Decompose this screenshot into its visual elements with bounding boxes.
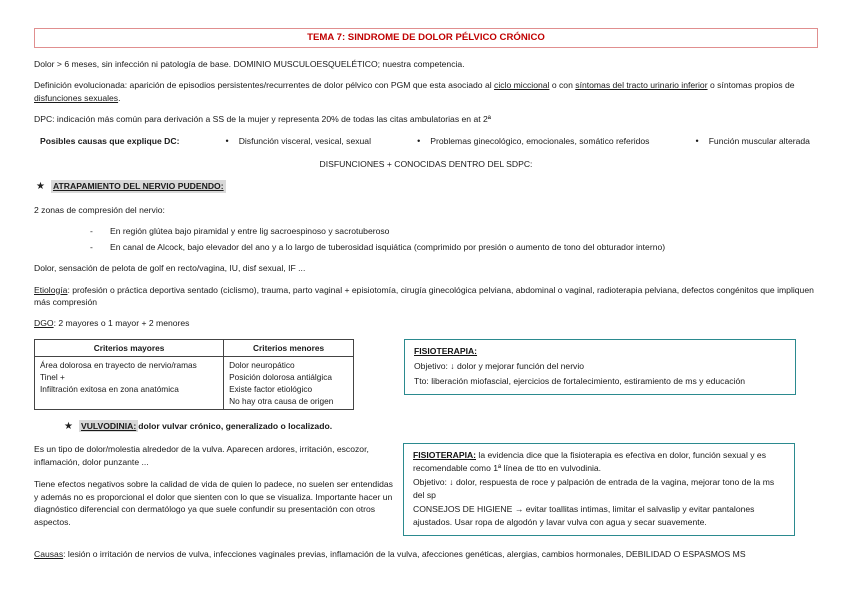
- list-item: [90, 241, 818, 253]
- table-row: [35, 356, 354, 409]
- major-criteria-cell: [35, 356, 224, 409]
- compression-zones-intro-text: 2 zonas de compresión del nervio:: [34, 204, 165, 215]
- cause-item: [226, 135, 371, 148]
- definition-underline-3: disfunciones sexuales: [34, 92, 119, 103]
- dpc-paragraph: [34, 113, 818, 125]
- dgo-label: DGO: [34, 318, 54, 329]
- definition-text-2: o con: [549, 80, 576, 91]
- cause-item: [696, 135, 810, 148]
- physio-vulvodynia-intro-line: [413, 449, 785, 474]
- dgo-text: : 2 mayores o 1 mayor + 2 menores: [53, 318, 190, 329]
- dash-icon: -: [90, 241, 93, 252]
- cause-item: [417, 135, 649, 148]
- physio-treatment: Tto: liberación miofascial, ejercicios de fortalecimiento, estiramiento de ms y educación: [414, 375, 746, 386]
- vulvodynia-row: [34, 443, 818, 538]
- intro-paragraph: [34, 58, 818, 70]
- table-header-row: [35, 339, 354, 356]
- definition-paragraph: [34, 79, 818, 104]
- criteria-and-physio-row: [34, 339, 818, 410]
- criteria-table: [34, 339, 354, 410]
- page-title: TEMA 7: SINDROME DE DOLOR PÉLVICO CRÓNICO: [307, 32, 545, 43]
- physio-box-title: FISIOTERAPIA:: [414, 345, 478, 356]
- vulvodynia-paragraph-1: Es un tipo de dolor/molestia alrededor de la vulva. Aparecen ardores, irritación, escozor, inflamación, dolor punzante ...: [34, 444, 369, 467]
- document-title-box: [34, 28, 818, 48]
- physio-vulvodynia-objective: Objetivo: ↓ dolor, respuesta de roce y palpación de entrada de la vagina, mejorar tono de la ms del sp: [413, 477, 775, 500]
- definition-text-4: .: [118, 92, 121, 103]
- causes-paragraph: [34, 548, 818, 560]
- major-criterion-3: Infiltración exitosa en zona anatómica: [40, 383, 179, 394]
- dgo-paragraph: [34, 317, 818, 329]
- physio-box-title: FISIOTERAPIA:: [413, 450, 477, 461]
- definition-text-1: Definición evolucionada: aparición de episodios persistentes/recurrentes de dolor pélvico con PGM que esta asociado al: [34, 80, 495, 91]
- definition-text-3: o síntomas propios de: [707, 80, 795, 91]
- physio-vulvodynia-box: [403, 443, 795, 536]
- bullet-icon: •: [225, 135, 229, 146]
- definition-underline-1: ciclo miccional: [494, 80, 550, 91]
- causes-label: Causas: [34, 549, 64, 560]
- cause-text-1: Disfunción visceral, vesical, sexual: [238, 135, 371, 146]
- etiology-text: : profesión o práctica deportiva sentado (ciclismo), trauma, parto vaginal + episiotomía, cirugía ginecológica pelviana, abdominal o vaginal, radioterapia pelviana, defectos congénitos que impliquen más compresión: [34, 284, 814, 307]
- intro-text: Dolor > 6 meses, sin infección ni patología de base. DOMINIO MUSCULOESQUELÉTICO; nuestra competencia.: [34, 58, 465, 69]
- bullet-icon: •: [417, 135, 421, 146]
- list-item: [90, 225, 818, 237]
- dash-icon: -: [90, 226, 93, 237]
- minor-criterion-2: Posición dolorosa antiálgica: [229, 371, 332, 382]
- bullet-icon: •: [695, 135, 699, 146]
- compression-zones-intro: [34, 204, 818, 216]
- minor-criteria-cell: [224, 356, 354, 409]
- zone-text-1: En región glútea bajo piramidal y entre lig sacroespinoso y sacrotuberoso: [110, 226, 390, 237]
- major-criterion-2: Tinel +: [40, 371, 65, 382]
- physio-vulvodynia-hygiene: CONSEJOS DE HIGIENE → evitar toallitas intimas, limitar el salvaslip y evitar pantalones ajustados. Usar ropa de algodón y lavar vulva con agua y secar suavemente.: [413, 504, 755, 527]
- star-icon: ★: [36, 181, 45, 193]
- possible-causes-row: [40, 135, 810, 148]
- physio-objective: Objetivo: ↓ dolor y mejorar función del nervio: [414, 361, 585, 372]
- physio-pudendal-box: [404, 339, 796, 395]
- pudendal-heading: ATRAPAMIENTO DEL NERVIO PUDENDO:: [52, 181, 224, 192]
- symptoms-text: Dolor, sensación de pelota de golf en recto/vagina, IU, disf sexual, IF ...: [34, 263, 306, 274]
- causes-text: : lesión o irritación de nervios de vulva, infecciones vaginales previas, inflamación de la vulva, afecciones genéticas, alergias, cambios hormonales, DEBILIDAD O ESPASMOS MS: [63, 549, 746, 560]
- minor-criterion-3: Existe factor etiológico: [229, 383, 313, 394]
- minor-criterion-4: No hay otra causa de origen: [229, 395, 334, 406]
- dpc-text: DPC: indicación más común para derivación a SS de la mujer y representa 20% de todas las citas ambulatorias en at 2ª: [34, 114, 491, 125]
- column-header-major: Criterios mayores: [35, 339, 224, 356]
- possible-causes-label: Posibles causas que explique DC:: [40, 135, 180, 146]
- pudendal-heading-line: [34, 180, 818, 195]
- vulvodynia-heading-line: [62, 420, 818, 435]
- major-criterion-1: Área dolorosa en trayecto de nervio/ramas: [40, 359, 197, 370]
- etiology-label: Etiología: [34, 284, 68, 295]
- vulvodynia-heading: VULVODINIA:: [80, 420, 137, 431]
- vulvodynia-text-column: [34, 443, 394, 538]
- section-heading: [34, 158, 818, 170]
- symptoms-paragraph: [34, 262, 818, 274]
- minor-criterion-1: Dolor neuropático: [229, 359, 295, 370]
- zone-text-2: En canal de Alcock, bajo elevador del ano y a lo largo de tuberosidad isquiática (comprimido por presión o aumento de tono del obturador interno): [110, 241, 666, 252]
- etiology-paragraph: [34, 284, 818, 309]
- vulvodynia-paragraph-2: Tiene efectos negativos sobre la calidad de vida de quien lo padece, no suelen ser entendidas y además no es proporcional el dolor que sienten con lo que se visualiza. Importante hacer un diagnóstico diferencial con dermatólogo ya que suele confundir su presentación con otros aspectos.: [34, 479, 393, 527]
- star-icon: ★: [64, 420, 73, 432]
- definition-underline-2: síntomas del tracto urinario inferior: [575, 80, 708, 91]
- vulvodynia-definition: dolor vulvar crónico, generalizado o localizado.: [138, 420, 333, 431]
- physio-vulvodynia-intro: la evidencia dice que la fisioterapia es efectiva en dolor, función sexual y es recomendable como 1ª línea de tto en vulvodinia.: [413, 450, 767, 473]
- cause-text-2: Problemas ginecológico, emocionales, somático referidos: [430, 135, 650, 146]
- column-header-minor: Criterios menores: [224, 339, 354, 356]
- section-heading-text: DISFUNCIONES + CONOCIDAS DENTRO DEL SDPC:: [319, 158, 533, 169]
- cause-text-3: Función muscular alterada: [708, 135, 810, 146]
